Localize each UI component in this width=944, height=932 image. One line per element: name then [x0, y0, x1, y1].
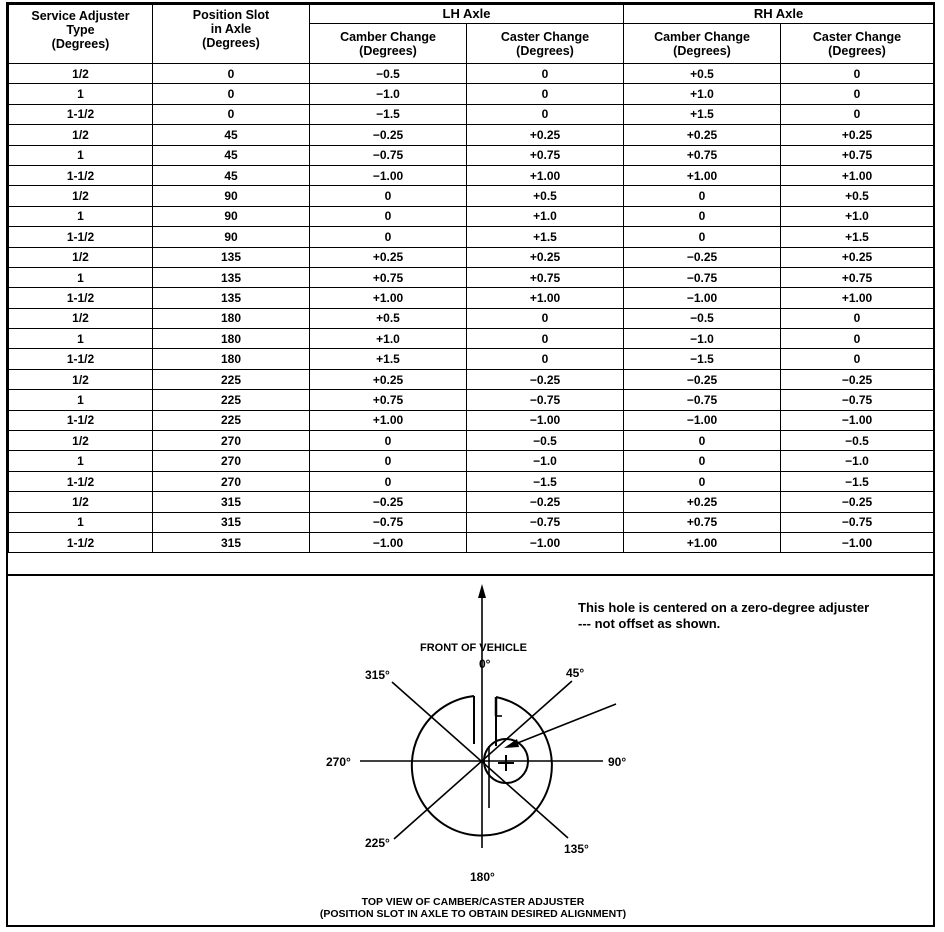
cell-lh-camber: +0.5	[310, 308, 467, 328]
front-of-vehicle-label: FRONT OF VEHICLE	[420, 642, 527, 654]
cell-type: 1	[9, 84, 153, 104]
cell-rh-camber: +0.25	[624, 125, 781, 145]
cell-rh-caster: −0.25	[781, 369, 934, 389]
cell-lh-caster: +0.5	[467, 186, 624, 206]
cell-type: 1/2	[9, 64, 153, 84]
cell-slot: 180	[153, 308, 310, 328]
cell-slot: 225	[153, 410, 310, 430]
cell-lh-caster: −0.25	[467, 492, 624, 512]
cell-lh-caster: +1.00	[467, 288, 624, 308]
cell-slot: 270	[153, 431, 310, 451]
cell-rh-caster: +1.00	[781, 165, 934, 185]
cell-slot: 45	[153, 125, 310, 145]
cell-slot: 135	[153, 288, 310, 308]
cell-lh-camber: −1.00	[310, 532, 467, 552]
angle-90-label: 90°	[608, 755, 627, 769]
cell-lh-camber: −0.75	[310, 145, 467, 165]
cell-type: 1-1/2	[9, 349, 153, 369]
cell-slot: 45	[153, 165, 310, 185]
cell-rh-caster: 0	[781, 84, 934, 104]
cell-slot: 0	[153, 104, 310, 124]
table-row	[9, 84, 934, 104]
cell-lh-camber: −0.75	[310, 512, 467, 532]
table-row	[9, 288, 934, 308]
cell-rh-caster: −1.00	[781, 410, 934, 430]
cell-rh-camber: 0	[624, 186, 781, 206]
cell-rh-camber: 0	[624, 431, 781, 451]
cell-lh-camber: +0.75	[310, 267, 467, 287]
header-rh-axle: RH Axle	[624, 5, 934, 24]
cell-type: 1-1/2	[9, 410, 153, 430]
cell-slot: 315	[153, 512, 310, 532]
cell-type: 1/2	[9, 369, 153, 389]
cell-lh-caster: +0.25	[467, 125, 624, 145]
cell-lh-caster: +1.00	[467, 165, 624, 185]
table-row	[9, 145, 934, 165]
adjuster-diagram-svg	[8, 576, 933, 927]
cell-rh-caster: −1.00	[781, 532, 934, 552]
cell-type: 1	[9, 145, 153, 165]
table-row	[9, 431, 934, 451]
cell-rh-camber: +0.75	[624, 145, 781, 165]
cell-slot: 315	[153, 492, 310, 512]
angle-180-label: 180°	[470, 870, 495, 884]
cell-rh-camber: −1.5	[624, 349, 781, 369]
cell-slot: 270	[153, 451, 310, 471]
cell-slot: 180	[153, 329, 310, 349]
angle-0-label: 0°	[479, 657, 491, 671]
cell-lh-caster: −0.5	[467, 431, 624, 451]
caption-line-1: TOP VIEW OF CAMBER/CASTER ADJUSTER	[361, 896, 585, 908]
cell-rh-caster: −0.75	[781, 390, 934, 410]
cell-type: 1/2	[9, 431, 153, 451]
cell-type: 1	[9, 206, 153, 226]
cell-rh-camber: +1.5	[624, 104, 781, 124]
cell-lh-camber: +0.25	[310, 247, 467, 267]
cell-slot: 45	[153, 145, 310, 165]
header-rh-camber: Camber Change (Degrees)	[624, 24, 781, 64]
table-row	[9, 451, 934, 471]
cell-lh-camber: +0.25	[310, 369, 467, 389]
cell-lh-camber: −1.0	[310, 84, 467, 104]
front-arrow-head	[478, 584, 486, 598]
cell-rh-camber: −0.25	[624, 369, 781, 389]
adjuster-sheet	[6, 2, 935, 927]
cell-type: 1	[9, 267, 153, 287]
cell-lh-caster: 0	[467, 104, 624, 124]
cell-rh-caster: −0.75	[781, 512, 934, 532]
table-row	[9, 125, 934, 145]
cell-rh-camber: −1.00	[624, 410, 781, 430]
table-row	[9, 532, 934, 552]
cell-rh-camber: +1.0	[624, 84, 781, 104]
cell-lh-caster: −1.0	[467, 451, 624, 471]
table-row	[9, 186, 934, 206]
cell-slot: 90	[153, 227, 310, 247]
cell-type: 1-1/2	[9, 471, 153, 491]
table-row	[9, 206, 934, 226]
cell-rh-caster: +0.25	[781, 247, 934, 267]
cell-rh-caster: +1.5	[781, 227, 934, 247]
cell-rh-camber: −0.75	[624, 267, 781, 287]
table-row	[9, 512, 934, 532]
cell-lh-camber: +1.0	[310, 329, 467, 349]
cell-slot: 0	[153, 64, 310, 84]
header-lh-camber: Camber Change (Degrees)	[310, 24, 467, 64]
cell-rh-camber: +1.00	[624, 165, 781, 185]
header-slot: Position Slot in Axle (Degrees)	[153, 5, 310, 64]
cell-type: 1-1/2	[9, 532, 153, 552]
cell-rh-camber: −0.25	[624, 247, 781, 267]
cell-lh-caster: −0.25	[467, 369, 624, 389]
cell-rh-caster: +0.25	[781, 125, 934, 145]
header-lh-axle: LH Axle	[310, 5, 624, 24]
cell-rh-caster: 0	[781, 64, 934, 84]
table-row	[9, 267, 934, 287]
cell-slot: 225	[153, 390, 310, 410]
adjuster-diagram	[8, 574, 933, 927]
cell-type: 1-1/2	[9, 165, 153, 185]
cell-rh-camber: 0	[624, 227, 781, 247]
header-lh-caster: Caster Change (Degrees)	[467, 24, 624, 64]
cell-rh-caster: −0.5	[781, 431, 934, 451]
cell-slot: 90	[153, 186, 310, 206]
cell-lh-caster: −1.5	[467, 471, 624, 491]
header-rh-caster: Caster Change (Degrees)	[781, 24, 934, 64]
cell-lh-camber: −0.25	[310, 125, 467, 145]
angle-45-label: 45°	[566, 666, 585, 680]
cell-type: 1	[9, 512, 153, 532]
cell-rh-camber: 0	[624, 451, 781, 471]
cell-lh-caster: +1.5	[467, 227, 624, 247]
table-row	[9, 369, 934, 389]
table-row	[9, 227, 934, 247]
cell-lh-caster: 0	[467, 308, 624, 328]
table-row	[9, 247, 934, 267]
cell-lh-caster: 0	[467, 329, 624, 349]
cell-rh-camber: +0.25	[624, 492, 781, 512]
cell-rh-camber: −0.75	[624, 390, 781, 410]
cell-lh-caster: +0.75	[467, 267, 624, 287]
cell-rh-caster: −0.25	[781, 492, 934, 512]
cell-lh-caster: −1.00	[467, 410, 624, 430]
cell-rh-caster: +1.0	[781, 206, 934, 226]
cell-rh-caster: 0	[781, 329, 934, 349]
cell-lh-caster: −1.00	[467, 532, 624, 552]
cell-rh-caster: +0.5	[781, 186, 934, 206]
cell-lh-caster: 0	[467, 84, 624, 104]
cell-lh-camber: 0	[310, 227, 467, 247]
table-row	[9, 104, 934, 124]
table-row	[9, 165, 934, 185]
angle-135-label: 135°	[564, 842, 589, 856]
cell-lh-caster: 0	[467, 64, 624, 84]
cell-lh-camber: +1.00	[310, 288, 467, 308]
cell-rh-caster: +0.75	[781, 145, 934, 165]
cell-lh-camber: −1.00	[310, 165, 467, 185]
cell-rh-caster: +0.75	[781, 267, 934, 287]
angle-225-label: 225°	[365, 836, 390, 850]
cell-slot: 180	[153, 349, 310, 369]
cell-slot: 135	[153, 267, 310, 287]
adjuster-table	[8, 4, 934, 553]
cell-lh-caster: +0.25	[467, 247, 624, 267]
cell-lh-caster: −0.75	[467, 512, 624, 532]
angle-315-label: 315°	[365, 668, 390, 682]
cell-rh-caster: 0	[781, 104, 934, 124]
cell-type: 1-1/2	[9, 227, 153, 247]
note-line-1: This hole is centered on a zero-degree adjuster	[578, 600, 870, 615]
cell-lh-camber: +0.75	[310, 390, 467, 410]
cell-lh-caster: −0.75	[467, 390, 624, 410]
cell-rh-caster: 0	[781, 308, 934, 328]
cell-rh-camber: 0	[624, 206, 781, 226]
cell-slot: 270	[153, 471, 310, 491]
diagonal-45-225	[394, 681, 572, 839]
caption-line-2: (POSITION SLOT IN AXLE TO OBTAIN DESIRED ALIGNMENT)	[319, 908, 627, 920]
table-row	[9, 390, 934, 410]
cell-lh-camber: −0.25	[310, 492, 467, 512]
table-row	[9, 64, 934, 84]
cell-lh-camber: 0	[310, 471, 467, 491]
cell-type: 1	[9, 329, 153, 349]
cell-type: 1-1/2	[9, 288, 153, 308]
cell-lh-camber: 0	[310, 186, 467, 206]
cell-type: 1/2	[9, 308, 153, 328]
note-line-2: --- not offset as shown.	[578, 616, 721, 631]
cell-type: 1/2	[9, 492, 153, 512]
cell-lh-camber: −0.5	[310, 64, 467, 84]
cell-slot: 0	[153, 84, 310, 104]
cell-rh-camber: +0.5	[624, 64, 781, 84]
cell-lh-camber: 0	[310, 451, 467, 471]
cell-lh-caster: +1.0	[467, 206, 624, 226]
table-row	[9, 329, 934, 349]
table-row	[9, 471, 934, 491]
cell-rh-camber: +1.00	[624, 532, 781, 552]
cell-type: 1/2	[9, 247, 153, 267]
cell-rh-caster: 0	[781, 349, 934, 369]
table-row	[9, 410, 934, 430]
cell-rh-camber: +0.75	[624, 512, 781, 532]
cell-lh-caster: +0.75	[467, 145, 624, 165]
cell-type: 1	[9, 390, 153, 410]
diagonal-315-135	[392, 682, 568, 838]
table-row	[9, 349, 934, 369]
cell-type: 1/2	[9, 186, 153, 206]
cell-rh-camber: −1.00	[624, 288, 781, 308]
cell-slot: 225	[153, 369, 310, 389]
cell-rh-camber: −1.0	[624, 329, 781, 349]
cell-type: 1-1/2	[9, 104, 153, 124]
table-row	[9, 492, 934, 512]
cell-type: 1/2	[9, 125, 153, 145]
cell-lh-camber: −1.5	[310, 104, 467, 124]
header-type: Service Adjuster Type (Degrees)	[9, 5, 153, 64]
cell-lh-caster: 0	[467, 349, 624, 369]
cell-lh-camber: +1.00	[310, 410, 467, 430]
angle-270-label: 270°	[326, 755, 351, 769]
cell-slot: 135	[153, 247, 310, 267]
table-row	[9, 308, 934, 328]
cell-lh-camber: +1.5	[310, 349, 467, 369]
cell-lh-camber: 0	[310, 431, 467, 451]
cell-rh-caster: +1.00	[781, 288, 934, 308]
cell-slot: 90	[153, 206, 310, 226]
cell-rh-camber: −0.5	[624, 308, 781, 328]
cell-rh-caster: −1.5	[781, 471, 934, 491]
cell-rh-camber: 0	[624, 471, 781, 491]
cell-slot: 315	[153, 532, 310, 552]
cell-rh-caster: −1.0	[781, 451, 934, 471]
cell-type: 1	[9, 451, 153, 471]
cell-lh-camber: 0	[310, 206, 467, 226]
